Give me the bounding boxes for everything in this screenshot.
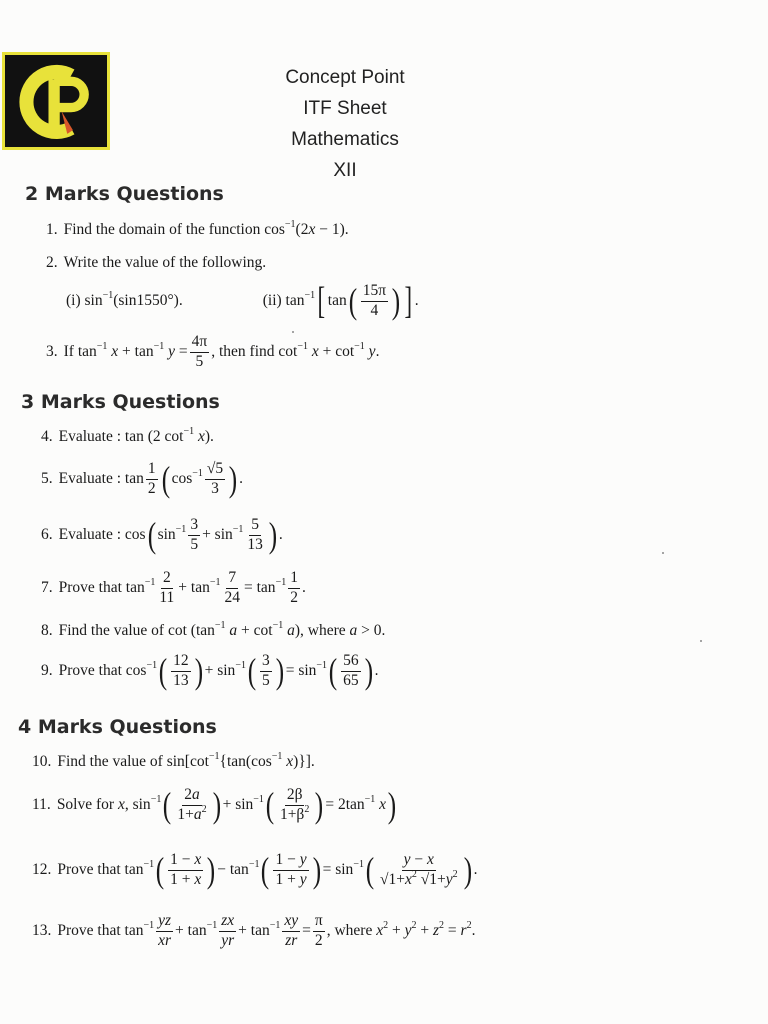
document-header — [230, 62, 460, 186]
question-13: 13. Prove that $\tan^{-1}$ $\frac{yz}{xr}$ + $\tan^{-1}$ $\frac{zx}{yr}$ + $\tan^{-1}$ $\frac{xy}{zr}$ = $\frac{\pi}{2}$ , where $x^2 + y^2 + z^2 = r^2$. — [32, 912, 476, 949]
question-2-parts: (i) $\sin^{-1}(\sin 1550^\circ)$. (ii) $\tan^{-1}$ [ tan ( $\frac{15\pi}{4}$ ) ] . — [66, 279, 419, 322]
class-name: XII — [333, 160, 357, 181]
question-3: 3. If $\tan^{-1} x + \tan^{-1} y$ = $\frac{4\pi}{5}$ , then find $\cot^{-1} x + \cot^{-1} y$. — [46, 333, 380, 370]
question-6: 6. Evaluate : cos ( $\sin^{-1}$ $\frac{3}{5}$ + $\sin^{-1}$ $\frac{5}{13}$ ) . — [41, 514, 283, 555]
question-12: 12. Prove that $\tan^{-1}$ ( $\frac{1 - x}{1 + x}$ ) − $\tan^{-1}$ ( $\frac{1 - y}{1 + y}$ ) = $\sin^{-1}$ ( $\frac{y - x}{√1+x^2 √1+y^2}$ ) . — [32, 849, 478, 890]
question-1: 1. Find the domain of the function $\cos^{-1}(2x - 1)$. — [46, 219, 349, 238]
institute-name: Concept Point — [285, 67, 405, 88]
question-9: 9. Prove that $\cos^{-1}$ ( $\frac{12}{13}$ ) + $\sin^{-1}$ ( $\frac{3}{5}$ ) = $\sin^{-1}$ ( $\frac{56}{65}$ ) . — [41, 650, 379, 691]
section-2-marks: 2 Marks Questions — [25, 183, 224, 205]
logo — [2, 52, 110, 150]
question-2: 2. Write the value of the following. — [46, 254, 267, 271]
question-11: 11. Solve for x, $\sin^{-1}$ ( $\frac{2a}{1+a^2}$ ) + $\sin^{-1}$ ( $\frac{2\beta}{1+\beta^2}$ ) = $2\tan^{-1}$ x ) — [32, 784, 397, 825]
section-4-marks: 4 Marks Questions — [18, 716, 217, 738]
subject-name: Mathematics — [291, 129, 399, 150]
section-3-marks: 3 Marks Questions — [21, 391, 220, 413]
sheet-name: ITF Sheet — [303, 98, 387, 119]
question-8: 8. Find the value of $\cot (\tan^{-1}$ $a + \cot^{-1} a$), where a > 0. — [41, 620, 386, 639]
question-5: 5. Evaluate : tan $\frac{1}{2}$ ( $\cos^{-1}$ $\frac{√5}{3}$ ) . — [41, 458, 244, 499]
question-4: 4. Evaluate : tan (2 $\cot^{-1} x$). — [41, 426, 214, 445]
question-7: 7. Prove that $\tan^{-1}$ $\frac{2}{11}$ + $\tan^{-1}$ $\frac{7}{24}$ = $\tan^{-1}$ $\frac{1}{2}$ . — [41, 569, 306, 606]
question-10: 10. Find the value of $\sin[\cot^{-1}\{\tan(\cos^{-1}$ x)}]. — [32, 751, 315, 770]
concept-point-logo-icon — [5, 55, 107, 147]
